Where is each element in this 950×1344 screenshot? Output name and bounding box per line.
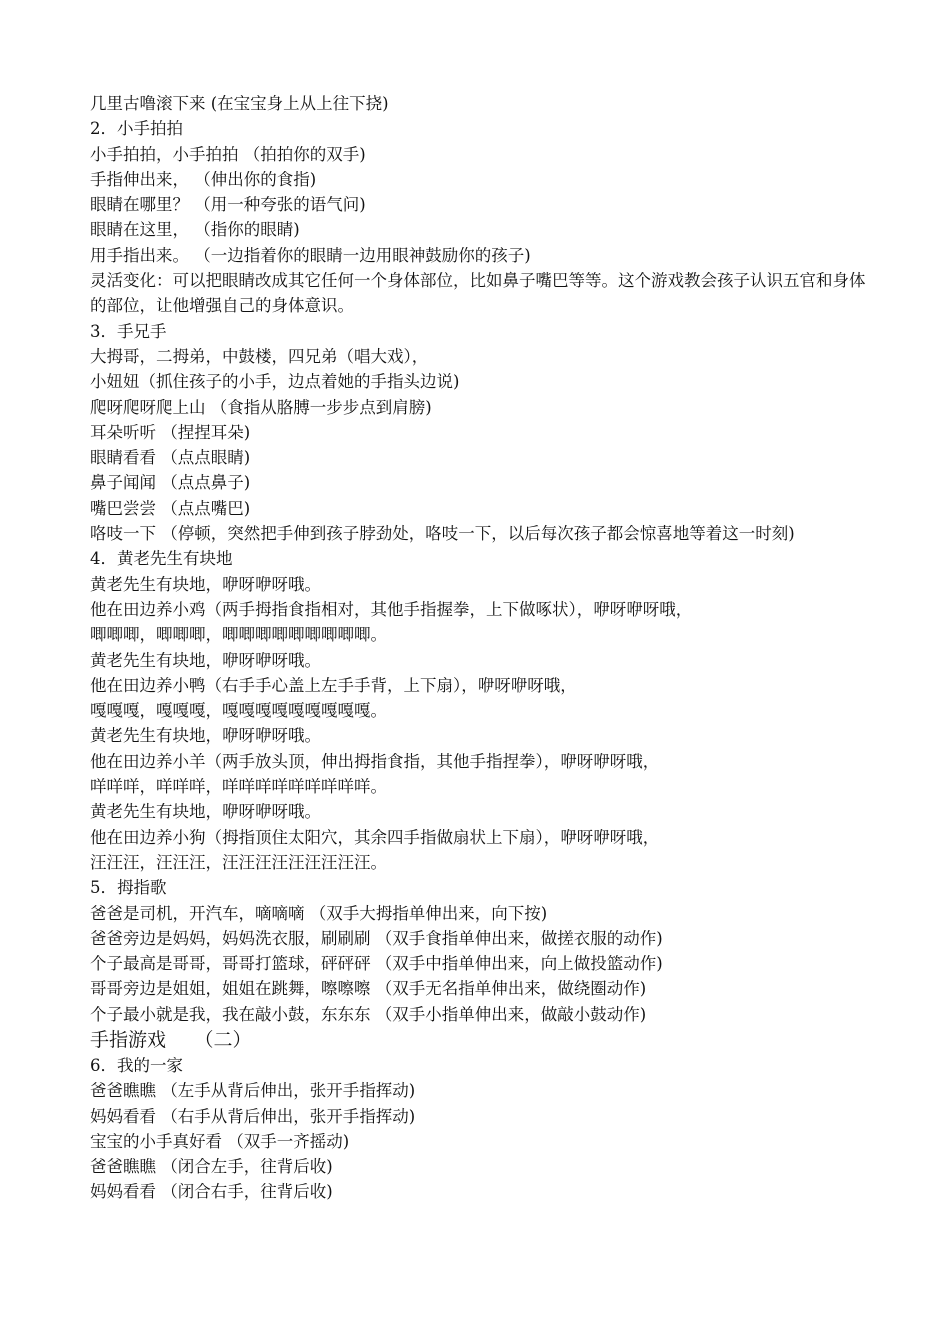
text-line: 个子最小就是我，我在敲小鼓，东东东 （双手小指单伸出来，做敲小鼓动作)	[90, 1004, 647, 1024]
document-body	[90, 91, 868, 1027]
text-line: 灵活变化：可以把眼睛改成其它任何一个身体部位，比如鼻子嘴巴等等。这个游戏教会孩子认识五官和身体的部位，让他增强自己的身体意识。	[90, 271, 866, 316]
text-line: 眼睛在这里， （指你的眼睛)	[90, 220, 300, 240]
text-line: 几里古噜滚下来 (在宝宝身上从上往下挠)	[90, 94, 389, 113]
text-line: 小手拍拍，小手拍拍 （拍拍你的双手)	[90, 144, 366, 164]
text-line: 5．拇指歌	[90, 878, 167, 898]
text-line: 黄老先生有块地，咿呀咿呀哦。	[90, 574, 321, 594]
section-heading: 手指游戏 （二）	[90, 1028, 252, 1051]
text-line: 妈妈看看 （右手从背后伸出，张开手指挥动)	[90, 1106, 416, 1126]
text-line: 耳朵听听 （捏捏耳朵)	[90, 422, 251, 442]
text-line: 他在田边养小羊（两手放头顶，伸出拇指食指，其他手指捏拳），咿呀咿呀哦，	[90, 751, 660, 771]
text-line: 宝宝的小手真好看 （双手一齐摇动)	[90, 1131, 350, 1151]
text-line: 黄老先生有块地，咿呀咿呀哦。	[90, 650, 321, 670]
text-line: 他在田边养小鸭（右手手心盖上左手手背，上下扇），咿呀咿呀哦，	[90, 675, 577, 695]
text-line: 黄老先生有块地，咿呀咿呀哦。	[90, 802, 321, 822]
text-line: 他在田边养小狗（拇指顶住太阳穴，其余四手指做扇状上下扇），咿呀咿呀哦，	[90, 827, 660, 847]
text-line: 3．手兄手	[90, 321, 167, 341]
document-body-continued	[90, 1053, 868, 1205]
document-page	[90, 91, 868, 1205]
text-line: 爸爸瞧瞧 （左手从背后伸出，张开手指挥动)	[90, 1081, 416, 1101]
text-line: 咩咩咩，咩咩咩，咩咩咩咩咩咩咩咩咩。	[90, 777, 387, 797]
text-line: 4．黄老先生有块地	[90, 549, 233, 569]
text-line: 唧唧唧，唧唧唧，唧唧唧唧唧唧唧唧唧。	[90, 625, 387, 645]
text-line: 个子最高是哥哥，哥哥打篮球，砰砰砰 （双手中指单伸出来，向上做投篮动作)	[90, 954, 663, 974]
text-line: 爸爸旁边是妈妈，妈妈洗衣服，刷刷刷 （双手食指单伸出来，做搓衣服的动作)	[90, 928, 663, 948]
text-line: 汪汪汪，汪汪汪，汪汪汪汪汪汪汪汪汪。	[90, 852, 387, 872]
text-line: 眼睛在哪里？ （用一种夸张的语气问)	[90, 195, 366, 215]
text-line: 嘎嘎嘎，嘎嘎嘎，嘎嘎嘎嘎嘎嘎嘎嘎嘎。	[90, 701, 387, 721]
text-line: 爸爸是司机，开汽车，嘀嘀嘀 （双手大拇指单伸出来，向下按)	[90, 903, 548, 923]
text-line: 眼睛看看 （点点眼睛)	[90, 448, 251, 468]
text-line: 6．我的一家	[90, 1055, 183, 1075]
text-line: 大拇哥，二拇弟，中鼓楼，四兄弟（唱大戏），	[90, 346, 429, 366]
text-line: 黄老先生有块地，咿呀咿呀哦。	[90, 726, 321, 746]
text-line: 2．小手拍拍	[90, 119, 183, 139]
text-line: 他在田边养小鸡（两手拇指食指相对，其他手指握拳，上下做啄状），咿呀咿呀哦，	[90, 599, 693, 619]
text-line: 妈妈看看 （闭合右手，往背后收)	[90, 1182, 333, 1202]
text-line: 手指伸出来， （伸出你的食指)	[90, 169, 317, 189]
text-line: 嘴巴尝尝 （点点嘴巴)	[90, 498, 251, 518]
text-line: 用手指出来。 （一边指着你的眼睛一边用眼神鼓励你的孩子)	[90, 245, 531, 265]
text-line: 鼻子闻闻 （点点鼻子)	[90, 473, 251, 493]
text-line: 哥哥旁边是姐姐，姐姐在跳舞，嚓嚓嚓 （双手无名指单伸出来，做绕圈动作)	[90, 979, 647, 999]
text-line: 爸爸瞧瞧 （闭合左手，往背后收)	[90, 1157, 333, 1177]
text-line: 爬呀爬呀爬上山 （食指从胳膊一步步点到肩膀)	[90, 397, 432, 417]
text-line: 小妞妞（抓住孩子的小手，边点着她的手指头边说)	[90, 372, 460, 392]
text-line: 咯吱一下 （停顿，突然把手伸到孩子脖劲处，咯吱一下，以后每次孩子都会惊喜地等着这一时刻)	[90, 524, 795, 544]
